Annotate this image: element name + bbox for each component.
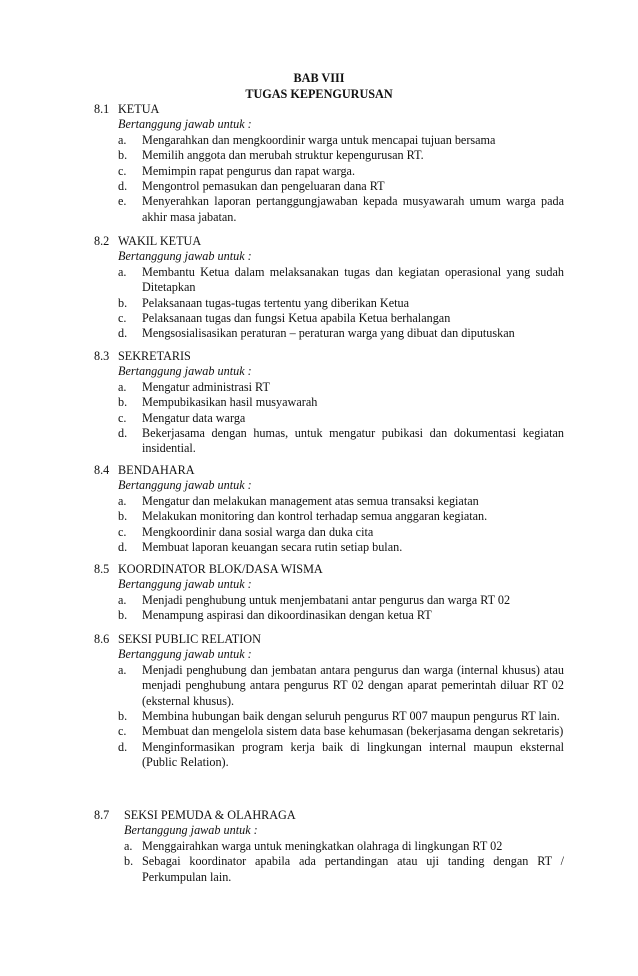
list-marker: a. (118, 493, 127, 508)
list-marker: b. (118, 509, 128, 524)
list-item (94, 540, 564, 555)
list-item (94, 194, 564, 225)
list-marker: c. (118, 311, 127, 326)
list-item-text: Membuat dan mengelola sistem data base kehumasan (bekerjasama dengan sekretaris) (142, 724, 564, 739)
section-sekretaris (94, 349, 564, 457)
list-marker: c. (118, 410, 127, 425)
list-item (94, 380, 564, 395)
list-item-text: Mengsosialisasikan peraturan – peraturan warga yang dibuat dan diputuskan (142, 326, 515, 341)
section-title: SEKSI PEMUDA & OLAHRAGA (124, 808, 296, 822)
section-ketua (94, 102, 564, 225)
task-list (94, 663, 564, 771)
section-heading (94, 102, 564, 117)
chapter-subtitle: TUGAS KEPENGURUSAN (245, 87, 393, 101)
section-heading (94, 463, 564, 478)
list-marker: c. (118, 724, 127, 739)
list-marker: d. (118, 540, 128, 555)
list-item-text: Membuat laporan keuangan secara rutin setiap bulan. (142, 540, 403, 555)
list-item-text: Mempubikasikan hasil musyawarah (142, 395, 318, 410)
list-item (94, 608, 564, 623)
section-number: 8.3 (94, 349, 110, 363)
list-marker: c. (118, 163, 127, 178)
responsibility-label: Bertanggung jawab untuk : (118, 249, 252, 264)
responsibility-label: Bertanggung jawab untuk : (118, 478, 252, 493)
list-item-text: Mengkoordinir dana sosial warga dan duka cita (142, 524, 374, 539)
list-marker: b. (118, 709, 128, 724)
list-marker: a. (118, 592, 127, 607)
responsibility-label: Bertanggung jawab untuk : (118, 647, 252, 662)
list-marker: b. (118, 295, 128, 310)
responsibility-label: Bertanggung jawab untuk : (118, 364, 252, 379)
list-marker: a. (124, 838, 133, 853)
list-marker: b. (118, 608, 128, 623)
list-item (94, 709, 564, 724)
list-marker: b. (118, 395, 128, 410)
section-number: 8.5 (94, 562, 110, 576)
list-marker: b. (118, 148, 128, 163)
list-item-text: Bekerjasama dengan humas, untuk mengatur pubikasi dan dokumentasi kegiatan insidential. (142, 426, 564, 456)
list-item-text: Membantu Ketua dalam melaksanakan tugas dan kegiatan operasional yang sudah Ditetapkan (142, 264, 564, 295)
list-item (94, 326, 564, 341)
list-item-text: Menjadi penghubung untuk menjembatani antar pengurus dan warga RT 02 (142, 592, 511, 607)
list-item-text: Pelaksanaan tugas-tugas tertentu yang diberikan Ketua (142, 295, 410, 310)
task-list (94, 265, 564, 342)
list-item (94, 179, 564, 194)
section-heading (94, 349, 564, 364)
list-item-text: Sebagai koordinator apabila ada pertandingan atau uji tanding dengan RT / Perkumpulan lain. (142, 854, 564, 884)
section-title: BENDAHARA (118, 463, 195, 477)
section-wakil-ketua (94, 234, 564, 342)
list-marker: c. (118, 524, 127, 539)
list-item-text: Melakukan monitoring dan kontrol terhadap semua anggaran kegiatan. (142, 509, 488, 524)
list-item (94, 265, 564, 296)
list-item (94, 724, 564, 739)
task-list (94, 839, 564, 885)
section-title: SEKRETARIS (118, 349, 191, 363)
list-item (94, 494, 564, 509)
list-item (94, 164, 564, 179)
section-number: 8.6 (94, 632, 110, 646)
list-item (94, 311, 564, 326)
chapter-title: BAB VIII (293, 71, 345, 85)
task-list (94, 380, 564, 457)
list-marker: d. (118, 326, 128, 341)
list-item-text: Pelaksanaan tugas dan fungsi Ketua apabila Ketua berhalangan (142, 311, 451, 326)
list-item (94, 426, 564, 457)
task-list (94, 494, 564, 556)
list-item-text: Memilih anggota dan merubah struktur kepengurusan RT. (142, 148, 424, 163)
section-title: KETUA (118, 102, 160, 116)
list-item (94, 296, 564, 311)
responsibility-label: Bertanggung jawab untuk : (118, 117, 252, 132)
list-item-text: Mengontrol pemasukan dan pengeluaran dana RT (142, 179, 385, 194)
list-item-text: Menampung aspirasi dan dikoordinasikan dengan ketua RT (142, 608, 432, 623)
list-item (94, 854, 564, 885)
list-item (94, 148, 564, 163)
section-heading (94, 808, 564, 823)
responsibility-label: Bertanggung jawab untuk : (124, 823, 258, 838)
task-list (94, 133, 564, 225)
section-heading (94, 632, 564, 647)
list-item (94, 525, 564, 540)
list-item-text: Memimpin rapat pengurus dan rapat warga. (142, 163, 355, 178)
list-item-text: Menyerahkan laporan pertanggungjawaban kepada musyawarah umum warga pada akhir masa jabatan. (142, 194, 564, 224)
section-koordinator-blok (94, 562, 564, 624)
list-marker: a. (118, 662, 127, 677)
list-item (94, 509, 564, 524)
list-marker: d. (118, 739, 128, 754)
list-item (94, 663, 564, 709)
list-item-text: Menginformasikan program kerja baik di lingkungan internal maupun eksternal (Public Relation). (142, 739, 564, 770)
task-list (94, 593, 564, 624)
list-item-text: Mengarahkan dan mengkoordinir warga untuk mencapai tujuan bersama (142, 132, 496, 147)
section-number: 8.2 (94, 234, 110, 248)
responsibility-label: Bertanggung jawab untuk : (118, 577, 252, 592)
section-number: 8.4 (94, 463, 110, 477)
list-marker: d. (118, 179, 128, 194)
list-item (94, 593, 564, 608)
list-item-text: Membina hubungan baik dengan seluruh pengurus RT 007 maupun pengurus RT lain. (142, 709, 560, 724)
list-item-text: Menggairahkan warga untuk meningkatkan olahraga di lingkungan RT 02 (142, 838, 503, 853)
section-number: 8.1 (94, 102, 110, 116)
section-heading (94, 234, 564, 249)
list-item-text: Mengatur administrasi RT (142, 379, 270, 394)
list-item (94, 133, 564, 148)
section-pemuda-olahraga (94, 808, 564, 885)
list-marker: e. (118, 194, 127, 209)
section-number: 8.7 (94, 808, 110, 822)
section-public-relation (94, 632, 564, 771)
list-marker: a. (118, 132, 127, 147)
list-item (94, 839, 564, 854)
list-item (94, 411, 564, 426)
list-marker: d. (118, 426, 128, 441)
section-heading (94, 562, 564, 577)
section-title: SEKSI PUBLIC RELATION (118, 632, 261, 646)
list-item (94, 740, 564, 771)
list-item (94, 395, 564, 410)
list-item-text: Mengatur dan melakukan management atas semua transaksi kegiatan (142, 493, 479, 508)
section-title: WAKIL KETUA (118, 234, 202, 248)
section-title: KOORDINATOR BLOK/DASA WISMA (118, 562, 323, 576)
section-bendahara (94, 463, 564, 555)
list-item-text: Mengatur data warga (142, 410, 246, 425)
list-marker: a. (118, 379, 127, 394)
list-marker: a. (118, 264, 127, 279)
list-marker: b. (124, 854, 134, 869)
list-item-text: Menjadi penghubung dan jembatan antara pengurus dan warga (internal khusus) atau menjadi penghubung antara pengurus RT 02 dengan aparat pemerintah diluar RT 02 (eksternal khusus). (142, 662, 564, 708)
